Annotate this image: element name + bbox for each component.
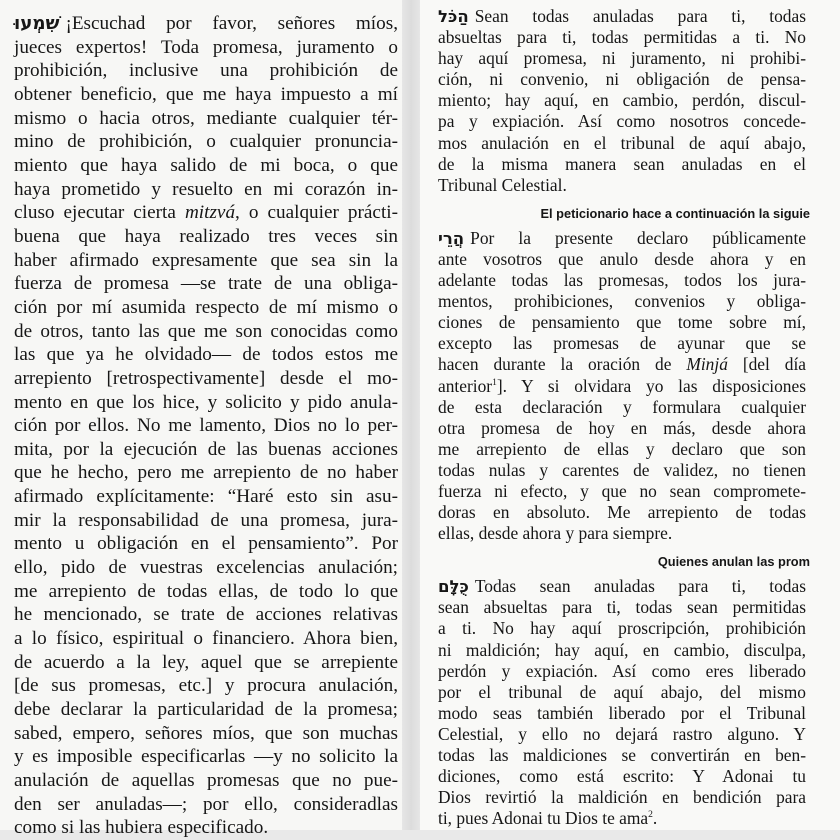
text-line: ción, ni convenio, ni obligación de pensa- xyxy=(438,69,806,90)
text-line: obtener beneficio, que me haya impuesto a mí xyxy=(14,83,398,105)
text-line: anterior$^1$]. Y si olvidara yo las disposiciones xyxy=(438,375,806,396)
text-line: mino de prohibición, o cualquier pronuncia- xyxy=(14,131,398,153)
left-column-text xyxy=(14,12,398,840)
text-line: mos anulación en el tribunal de aquí abajo, xyxy=(438,132,806,153)
text-line: jueces expertos! Toda promesa, juramento o xyxy=(14,36,398,58)
text-line: [de sus promesas, etc.] y procura anulación, xyxy=(14,675,398,697)
text-line: adelante todas las promesas, todos los jura- xyxy=(438,270,806,291)
text-line: y es imposible especificarlas —y no solicito la xyxy=(14,746,398,768)
text-line: todas las maldiciones se convertirán en ben- xyxy=(438,745,806,765)
text-line: buena que haya realizado tres veces sin xyxy=(14,225,398,247)
footnote-marker: 2 xyxy=(648,809,653,821)
hebrew-word: הֲרֵי xyxy=(438,228,465,248)
text-line: afirmado explícitamente: “Haré esto sin asu- xyxy=(14,486,398,508)
text-line: haber afirmado expresamente que sea sin la xyxy=(14,249,398,271)
text-line: modo seas también liberado por el Tribunal xyxy=(438,702,806,723)
text-line: fuerza ni efecto, y que no sean compromete- xyxy=(438,480,806,501)
text-line: mir la responsabilidad de una promesa, jura- xyxy=(14,509,398,531)
text-line: שִׁמְעוּ ¡Escuchad por favor, señores míos, xyxy=(14,13,398,34)
text-line: mento en que los hice, y solicito y pido anula- xyxy=(14,391,398,413)
text-line: por el tribunal de aquí abajo, del mismo xyxy=(438,681,806,702)
text-line: de esta declaración y formulara cualquier xyxy=(438,396,806,417)
text-line: doras en absoluto. Me arrepiento de todas xyxy=(438,502,806,523)
section-heading: Quienes anulan las prom xyxy=(657,554,810,570)
text-line: mita, por la ejecución de las buenas acciones xyxy=(14,438,398,460)
text-line: ellas, desde ahora y para siempre. xyxy=(438,523,673,544)
text-line: ante vosotros que anulo desde ahora y en xyxy=(438,248,806,269)
text-line: arrepiento [retrospectivamente] desde el mo- xyxy=(14,367,398,389)
text-line: Tribunal Celestial. xyxy=(438,174,567,195)
text-line: haya prometido y resuelto en mi corazón in- xyxy=(14,178,398,200)
text-line: הַכֹּל Sean todas anuladas para ti, todas xyxy=(438,6,806,26)
text-line: miento que haya salido de mi boca, o que xyxy=(14,154,398,176)
text-line: perdón y expiación. Así como eres liberado xyxy=(438,660,806,681)
text-line: anulación de aquellas promesas que no pue- xyxy=(14,770,398,791)
text-line: pa y expiación. Así como nosotros concede- xyxy=(438,111,806,132)
text-line: hay aquí promesa, ni juramento, ni prohibi- xyxy=(438,48,806,69)
section-heading: El peticionario hace a continuación la siguie xyxy=(540,205,810,221)
text-line: excepto las promesas de ayunar que se xyxy=(438,333,806,354)
text-line: todas nulas y carentes de validez, no tienen xyxy=(438,459,806,480)
hebrew-word: הַכֹּל xyxy=(438,7,469,26)
text-line: הֲרֵי Por la presente declaro públicamente xyxy=(438,227,806,248)
italic-term: mitzvá xyxy=(184,202,236,224)
text-line: prohibición, inclusive una prohibición de xyxy=(14,60,398,82)
footnote-marker: 1 xyxy=(492,376,497,388)
text-line: me arrepiento de ellas y declaro que son xyxy=(438,438,806,459)
text-line: fuerza de promesa —se trate de una obliga- xyxy=(14,273,398,295)
text-line: diciones, como está escrito: Y Adonai tu xyxy=(438,766,806,787)
text-line: sean absueltas para ti, todas sean permitidas xyxy=(438,597,806,618)
text-line: den ser anuladas—; por ello, consideradlas xyxy=(14,793,398,815)
text-line: Dios revirtió la maldición en bendición para xyxy=(438,787,806,808)
right-column-text xyxy=(438,6,810,829)
italic-term: Minjá xyxy=(686,354,728,375)
text-line: las que ya he olvidado— de todos estos me xyxy=(14,344,398,366)
text-line: he mencionado, se trate de acciones relativas xyxy=(14,604,398,626)
text-line: Celestial, y ello no dejará rastro alguno. Y xyxy=(438,723,806,744)
text-line: ción por mí asumida respecto de mí mismo o xyxy=(14,296,398,318)
text-line: כֻּלָּם Todas sean anuladas para ti, todas xyxy=(438,576,806,597)
text-line: otra promesa de hoy en más, desde ahora xyxy=(438,417,806,438)
text-line: mismo o hacia otros, mediante cualquier tér- xyxy=(14,107,398,129)
book-gutter xyxy=(402,0,420,830)
text-line: ni maldición; hay aquí, en cambio, disculpa, xyxy=(438,639,806,660)
text-line: ello, pido de vuestras excelencias anulación; xyxy=(14,557,398,579)
text-line: sabed, empero, señores míos, que son muchas xyxy=(14,722,398,744)
hebrew-word: שִׁמְעוּ xyxy=(14,13,60,34)
hebrew-word: כֻּלָּם xyxy=(438,577,469,597)
text-line: como si las hubiera especificado. xyxy=(14,817,269,839)
text-line: que he hecho, pero me arrepiento de no haber xyxy=(14,462,398,484)
text-line: ciones de pensamiento que tome sobre mí, xyxy=(438,312,806,333)
text-line: mento u obligación en el pensamiento”. Por xyxy=(14,533,398,555)
text-line: a ti. No hay aquí proscripción, prohibición xyxy=(438,618,806,639)
text-line: me arrepiento de todas ellas, de todo lo que xyxy=(14,580,398,602)
text-line: hacen durante la oración de Minjá [del día xyxy=(438,354,807,375)
text-line: a lo físico, espiritual o financiero. Ahora bien, xyxy=(14,628,398,650)
text-line: mentos, prohibiciones, convenios y obliga- xyxy=(438,291,806,312)
text-line: cluso ejecutar cierta mitzvá, o cualquier prácti- xyxy=(14,202,398,224)
text-line: ti, pues Adonai tu Dios te ama$^2$. xyxy=(438,808,658,829)
text-line: de otros, tanto las que me son conocidas como xyxy=(14,320,398,342)
text-line: de acuerdo a la ley, aquel que se arrepiente xyxy=(14,651,398,673)
text-line: debe declarar la particularidad de la promesa; xyxy=(14,699,398,721)
text-line: miento; hay aquí, en cambio, perdón, discul- xyxy=(438,90,806,111)
text-line: de la misma manera sean anuladas en el xyxy=(438,153,806,174)
text-line: ción por ellos. No me lamento, Dios no lo per- xyxy=(14,415,398,437)
text-line: absueltas para ti, todas permitidas a ti. No xyxy=(438,27,806,48)
